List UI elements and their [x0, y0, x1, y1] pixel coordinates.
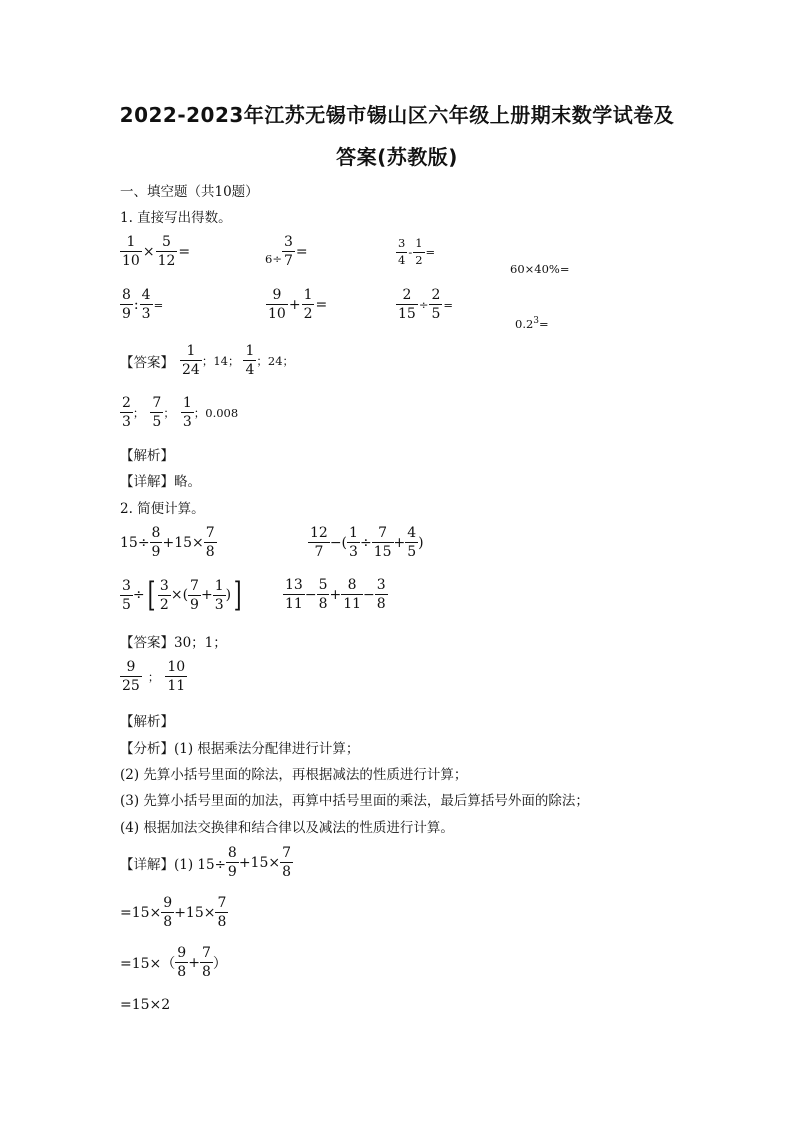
q1-analysis-label: 【解析】: [120, 448, 174, 464]
q2-expr-2: $\frac{12}{7}$ −( $\frac{1}{3}$ ÷ $\frac{7}{15}$ + $\frac{4}{5}$ ): [310, 525, 424, 560]
answer-label: 【答案】: [120, 354, 174, 371]
fraction: $\frac{1}{2}$: [415, 236, 423, 267]
fraction: $\frac{7}{8}$: [217, 895, 227, 930]
fraction: $\frac{9}{8}$: [163, 895, 173, 930]
fraction: $\frac{2}{15}$: [398, 287, 416, 322]
title-line-2: 答案(苏教版): [336, 145, 458, 169]
q2-answer-line-2: $\frac{9}{25}$ ； $\frac{10}{11}$: [122, 659, 186, 694]
q1-answer-line-1: 【答案】 $\frac{1}{24}$ ； 14； $\frac{1}{4}$ ；24；: [120, 343, 295, 378]
fraction: $\frac{1}{2}$: [303, 287, 313, 322]
fraction: $\frac{2}{5}$: [431, 287, 441, 322]
fraction: $\frac{9}{25}$: [122, 659, 140, 694]
fraction: $\frac{2}{3}$: [122, 395, 131, 430]
q1-expr-5: $\frac{8}{9}$ : $\frac{4}{3}$ =: [122, 287, 164, 322]
title-line-1: 2022-2023年江苏无锡市锡山区六年级上册期末数学试卷及: [119, 103, 675, 127]
q1-expr-1: $\frac{1}{10}$ × $\frac{5}{12}$ =: [122, 234, 191, 269]
fraction: $\frac{7}{15}$: [373, 525, 392, 560]
fraction: $\frac{7}{8}$: [282, 845, 292, 880]
q1-expr-6: $\frac{9}{10}$ + $\frac{1}{2}$ =: [268, 287, 328, 322]
q2-answer-label: 【答案】30；1；: [120, 635, 227, 651]
q2-expr-3: $\frac{3}{5}$ ÷ [ $\frac{3}{2}$ ×( $\frac{7}{9}$ + $\frac{1}{3}$ ) ]: [122, 575, 242, 615]
q2-detail-step-2: =15×（ $\frac{9}{8}$ + $\frac{7}{8}$ ）: [120, 945, 227, 980]
q2-analysis-4: (4) 根据加法交换律和结合律以及减法的性质进行计算。: [120, 820, 454, 836]
fraction: $\frac{1}{4}$: [245, 343, 255, 378]
fraction: $\frac{3}{4}$: [398, 236, 406, 267]
q1-expr-8: $0.2^3=$: [515, 316, 549, 331]
fraction: $\frac{4}{3}$: [141, 287, 151, 322]
fraction: $\frac{4}{5}$: [407, 525, 417, 560]
fraction: $\frac{10}{11}$: [167, 659, 186, 694]
fraction: $\frac{9}{10}$: [268, 287, 286, 322]
fraction: $\frac{8}{9}$: [122, 287, 131, 322]
fraction: $\frac{5}{12}$: [157, 234, 176, 269]
fraction: $\frac{1}{24}$: [182, 343, 200, 378]
question-1-label: 1. 直接写出得数。: [120, 210, 232, 226]
q2-analysis-label: 【解析】: [120, 714, 174, 730]
fraction: $\frac{7}{5}$: [152, 395, 162, 430]
fraction: $\frac{13}{11}$: [285, 577, 303, 612]
fraction: $\frac{5}{8}$: [318, 577, 328, 612]
q2-analysis-3: (3) 先算小括号里面的加法，再算中括号里面的乘法，最后算括号外面的除法；: [120, 793, 589, 809]
fraction: $\frac{1}{10}$: [122, 234, 140, 269]
section-heading: 一、填空题（共10题）: [120, 184, 259, 200]
fraction: $\frac{1}{3}$: [214, 577, 224, 613]
q2-detail-step-1: =15× $\frac{9}{8}$ +15× $\frac{7}{8}$: [120, 895, 227, 930]
fraction: $\frac{8}{11}$: [343, 577, 362, 612]
fraction: $\frac{1}{3}$: [182, 395, 192, 430]
question-2-label: 2. 简便计算。: [120, 501, 205, 517]
q2-analysis-1: 【分析】(1) 根据乘法分配律进行计算；: [120, 741, 360, 757]
q2-detail-line-1: 【详解】(1) 15÷ $\frac{8}{9}$ +15× $\frac{7}{8}$: [120, 845, 292, 880]
fraction: $\frac{12}{7}$: [310, 525, 328, 560]
q2-analysis-2: (2) 先算小括号里面的除法，再根据减法的性质进行计算；: [120, 767, 468, 783]
fraction: $\frac{8}{9}$: [227, 845, 237, 880]
q2-expr-4: $\frac{13}{11}$ − $\frac{5}{8}$ + $\frac{8}{11}$ − $\frac{3}{8}$: [285, 577, 386, 612]
q1-expr-7: $\frac{2}{15}$ ÷ $\frac{2}{5}$ =: [398, 287, 454, 322]
fraction: $\frac{3}{7}$: [283, 234, 293, 269]
fraction: $\frac{8}{9}$: [151, 525, 161, 560]
q2-expr-1: 15÷ $\frac{8}{9}$ +15× $\frac{7}{8}$: [120, 525, 215, 560]
fraction: $\frac{1}{3}$: [349, 525, 358, 560]
q1-answer-line-2: $\frac{2}{3}$ ； $\frac{7}{5}$ ； $\frac{1}{3}$ ；0.008: [122, 395, 239, 430]
q1-expr-2: 6÷ $\frac{3}{7}$ =: [265, 234, 308, 269]
q1-detail: 【详解】略。: [120, 474, 201, 490]
fraction: $\frac{3}{8}$: [376, 577, 386, 612]
fraction: $\frac{3}{5}$: [122, 577, 131, 613]
fraction: $\frac{7}{8}$: [201, 945, 211, 980]
q2-detail-step-3: =15×2: [120, 997, 171, 1013]
q1-expr-3: $\frac{3}{4}$ - $\frac{1}{2}$ =: [398, 236, 436, 267]
fraction: $\frac{7}{8}$: [205, 525, 215, 560]
fraction: $\frac{3}{2}$: [159, 577, 169, 613]
fraction: $\frac{7}{9}$: [190, 577, 199, 613]
fraction: $\frac{9}{8}$: [177, 945, 187, 980]
q1-expr-4: 60×40%=: [510, 262, 570, 276]
